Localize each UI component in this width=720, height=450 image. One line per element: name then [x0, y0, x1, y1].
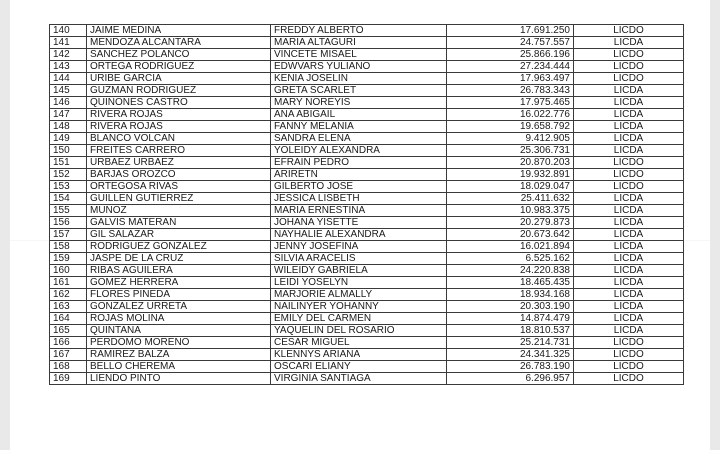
table-row	[50, 217, 684, 229]
amount-cell: 19.658.792	[447, 121, 574, 133]
last-name-cell: PERDOMO MORENO	[87, 337, 271, 349]
title-cell: LICDA	[574, 217, 684, 229]
title-cell: LICDA	[574, 133, 684, 145]
row-number: 142	[50, 49, 87, 61]
amount-cell: 18.029.047	[447, 181, 574, 193]
title-cell: LICDA	[574, 97, 684, 109]
last-name-cell: GUILLEN GUTIERREZ	[87, 193, 271, 205]
roster-table	[49, 24, 684, 385]
first-name-cell: FREDDY ALBERTO	[271, 25, 447, 37]
first-name-cell: JOHANA YISETTE	[271, 217, 447, 229]
table-row	[50, 133, 684, 145]
last-name-cell: MENDOZA ALCANTARA	[87, 37, 271, 49]
first-name-cell: EDWVARS YULIANO	[271, 61, 447, 73]
title-cell: LICDA	[574, 193, 684, 205]
title-cell: LICDO	[574, 337, 684, 349]
table-row	[50, 373, 684, 385]
table-row	[50, 37, 684, 49]
table-row	[50, 109, 684, 121]
first-name-cell: FANNY MELANIA	[271, 121, 447, 133]
first-name-cell: MARIA ERNESTINA	[271, 205, 447, 217]
row-number: 144	[50, 73, 87, 85]
table-row	[50, 205, 684, 217]
row-number: 158	[50, 241, 87, 253]
amount-cell: 18.465.435	[447, 277, 574, 289]
amount-cell: 24.220.838	[447, 265, 574, 277]
first-name-cell: NAILINYER YOHANNY	[271, 301, 447, 313]
row-number: 162	[50, 289, 87, 301]
row-number: 145	[50, 85, 87, 97]
first-name-cell: YOLEIDY ALEXANDRA	[271, 145, 447, 157]
last-name-cell: ORTEGA RODRIGUEZ	[87, 61, 271, 73]
amount-cell: 17.975.465	[447, 97, 574, 109]
amount-cell: 14.874.479	[447, 313, 574, 325]
row-number: 159	[50, 253, 87, 265]
table-row	[50, 97, 684, 109]
row-number: 154	[50, 193, 87, 205]
first-name-cell: YAQUELIN DEL ROSARIO	[271, 325, 447, 337]
table-row	[50, 157, 684, 169]
title-cell: LICDA	[574, 37, 684, 49]
table-row	[50, 325, 684, 337]
row-number: 169	[50, 373, 87, 385]
table-row	[50, 85, 684, 97]
amount-cell: 10.983.375	[447, 205, 574, 217]
last-name-cell: FLORES PINEDA	[87, 289, 271, 301]
table-row	[50, 349, 684, 361]
amount-cell: 26.783.343	[447, 85, 574, 97]
table-row	[50, 253, 684, 265]
amount-cell: 24.341.325	[447, 349, 574, 361]
document-page	[10, 0, 710, 450]
row-number: 152	[50, 169, 87, 181]
table-row	[50, 265, 684, 277]
table-row	[50, 121, 684, 133]
last-name-cell: GONZALEZ URRETA	[87, 301, 271, 313]
title-cell: LICDO	[574, 49, 684, 61]
row-number: 157	[50, 229, 87, 241]
row-number: 146	[50, 97, 87, 109]
title-cell: LICDO	[574, 157, 684, 169]
last-name-cell: RAMIREZ BALZA	[87, 349, 271, 361]
title-cell: LICDO	[574, 373, 684, 385]
first-name-cell: KENIA JOSELIN	[271, 73, 447, 85]
title-cell: LICDA	[574, 277, 684, 289]
row-number: 141	[50, 37, 87, 49]
last-name-cell: RIVERA ROJAS	[87, 121, 271, 133]
row-number: 165	[50, 325, 87, 337]
title-cell: LICDO	[574, 73, 684, 85]
title-cell: LICDA	[574, 253, 684, 265]
row-number: 168	[50, 361, 87, 373]
first-name-cell: ARIRETN	[271, 169, 447, 181]
last-name-cell: LIENDO PINTO	[87, 373, 271, 385]
first-name-cell: EFRAIN PEDRO	[271, 157, 447, 169]
table-row	[50, 169, 684, 181]
amount-cell: 25.411.632	[447, 193, 574, 205]
title-cell: LICDO	[574, 61, 684, 73]
first-name-cell: MARJORIE ALMALLY	[271, 289, 447, 301]
first-name-cell: ANA ABIGAIL	[271, 109, 447, 121]
last-name-cell: GOMEZ HERRERA	[87, 277, 271, 289]
amount-cell: 18.934.168	[447, 289, 574, 301]
last-name-cell: BARJAS OROZCO	[87, 169, 271, 181]
last-name-cell: URIBE GARCIA	[87, 73, 271, 85]
first-name-cell: VIRGINIA SANTIAGA	[271, 373, 447, 385]
last-name-cell: GALVIS MATERAN	[87, 217, 271, 229]
amount-cell: 6.525.162	[447, 253, 574, 265]
last-name-cell: QUIÑONES CASTRO	[87, 97, 271, 109]
last-name-cell: BELLO CHEREMA	[87, 361, 271, 373]
row-number: 143	[50, 61, 87, 73]
amount-cell: 20.673.642	[447, 229, 574, 241]
first-name-cell: SANDRA ELENA	[271, 133, 447, 145]
row-number: 166	[50, 337, 87, 349]
title-cell: LICDA	[574, 289, 684, 301]
amount-cell: 19.932.891	[447, 169, 574, 181]
table-row	[50, 277, 684, 289]
title-cell: LICDA	[574, 325, 684, 337]
amount-cell: 20.279.873	[447, 217, 574, 229]
last-name-cell: MUÑOZ	[87, 205, 271, 217]
first-name-cell: VINCETE MISAEL	[271, 49, 447, 61]
roster-table-body	[50, 25, 684, 385]
title-cell: LICDA	[574, 229, 684, 241]
amount-cell: 16.021.894	[447, 241, 574, 253]
row-number: 155	[50, 205, 87, 217]
row-number: 153	[50, 181, 87, 193]
row-number: 164	[50, 313, 87, 325]
last-name-cell: BLANCO VOLCAN	[87, 133, 271, 145]
first-name-cell: EMILY DEL CARMEN	[271, 313, 447, 325]
last-name-cell: RIBAS AGUILERA	[87, 265, 271, 277]
title-cell: LICDA	[574, 205, 684, 217]
amount-cell: 9.412.905	[447, 133, 574, 145]
first-name-cell: GILBERTO JOSE	[271, 181, 447, 193]
table-row	[50, 61, 684, 73]
title-cell: LICDA	[574, 313, 684, 325]
row-number: 156	[50, 217, 87, 229]
amount-cell: 17.963.497	[447, 73, 574, 85]
table-row	[50, 241, 684, 253]
first-name-cell: WILEIDY GABRIELA	[271, 265, 447, 277]
title-cell: LICDO	[574, 181, 684, 193]
table-row	[50, 25, 684, 37]
amount-cell: 20.870.203	[447, 157, 574, 169]
title-cell: LICDA	[574, 145, 684, 157]
title-cell: LICDA	[574, 265, 684, 277]
row-number: 167	[50, 349, 87, 361]
amount-cell: 6.296.957	[447, 373, 574, 385]
row-number: 163	[50, 301, 87, 313]
last-name-cell: ORTEGOSA RIVAS	[87, 181, 271, 193]
amount-cell: 26.783.190	[447, 361, 574, 373]
first-name-cell: SILVIA ARACELIS	[271, 253, 447, 265]
table-row	[50, 193, 684, 205]
table-row	[50, 301, 684, 313]
amount-cell: 27.234.444	[447, 61, 574, 73]
last-name-cell: RIVERA ROJAS	[87, 109, 271, 121]
amount-cell: 24.757.557	[447, 37, 574, 49]
table-row	[50, 289, 684, 301]
amount-cell: 25.306.731	[447, 145, 574, 157]
amount-cell: 16.022.776	[447, 109, 574, 121]
row-number: 160	[50, 265, 87, 277]
title-cell: LICDA	[574, 241, 684, 253]
last-name-cell: JAIME MEDINA	[87, 25, 271, 37]
last-name-cell: SANCHEZ POLANCO	[87, 49, 271, 61]
first-name-cell: JESSICA LISBETH	[271, 193, 447, 205]
table-row	[50, 145, 684, 157]
first-name-cell: MARY NOREYIS	[271, 97, 447, 109]
amount-cell: 25.214.731	[447, 337, 574, 349]
title-cell: LICDO	[574, 169, 684, 181]
table-row	[50, 49, 684, 61]
last-name-cell: JASPE DE LA CRUZ	[87, 253, 271, 265]
title-cell: LICDA	[574, 121, 684, 133]
row-number: 151	[50, 157, 87, 169]
table-row	[50, 313, 684, 325]
amount-cell: 25.866.196	[447, 49, 574, 61]
first-name-cell: CESAR MIGUEL	[271, 337, 447, 349]
first-name-cell: KLENNYS ARIANA	[271, 349, 447, 361]
title-cell: LICDA	[574, 301, 684, 313]
amount-cell: 18.810.537	[447, 325, 574, 337]
last-name-cell: GIL SALAZAR	[87, 229, 271, 241]
row-number: 147	[50, 109, 87, 121]
row-number: 149	[50, 133, 87, 145]
title-cell: LICDA	[574, 109, 684, 121]
amount-cell: 20.303.190	[447, 301, 574, 313]
title-cell: LICDO	[574, 349, 684, 361]
row-number: 161	[50, 277, 87, 289]
first-name-cell: OSCARI ELIANY	[271, 361, 447, 373]
first-name-cell: GRETA SCARLET	[271, 85, 447, 97]
first-name-cell: MARIA ALTAGURI	[271, 37, 447, 49]
title-cell: LICDO	[574, 361, 684, 373]
row-number: 150	[50, 145, 87, 157]
last-name-cell: FREITES CARRERO	[87, 145, 271, 157]
last-name-cell: RODRIGUEZ GONZALEZ	[87, 241, 271, 253]
table-row	[50, 181, 684, 193]
amount-cell: 17.691.250	[447, 25, 574, 37]
last-name-cell: ROJAS MOLINA	[87, 313, 271, 325]
table-row	[50, 73, 684, 85]
last-name-cell: GUZMAN RODRIGUEZ	[87, 85, 271, 97]
row-number: 148	[50, 121, 87, 133]
title-cell: LICDA	[574, 85, 684, 97]
table-row	[50, 361, 684, 373]
row-number: 140	[50, 25, 87, 37]
first-name-cell: LEIDI YOSELYN	[271, 277, 447, 289]
last-name-cell: URBAEZ URBAEZ	[87, 157, 271, 169]
title-cell: LICDO	[574, 25, 684, 37]
first-name-cell: NAYHALIE ALEXANDRA	[271, 229, 447, 241]
table-row	[50, 337, 684, 349]
table-row	[50, 229, 684, 241]
first-name-cell: JENNY JOSEFINA	[271, 241, 447, 253]
last-name-cell: QUINTANA	[87, 325, 271, 337]
